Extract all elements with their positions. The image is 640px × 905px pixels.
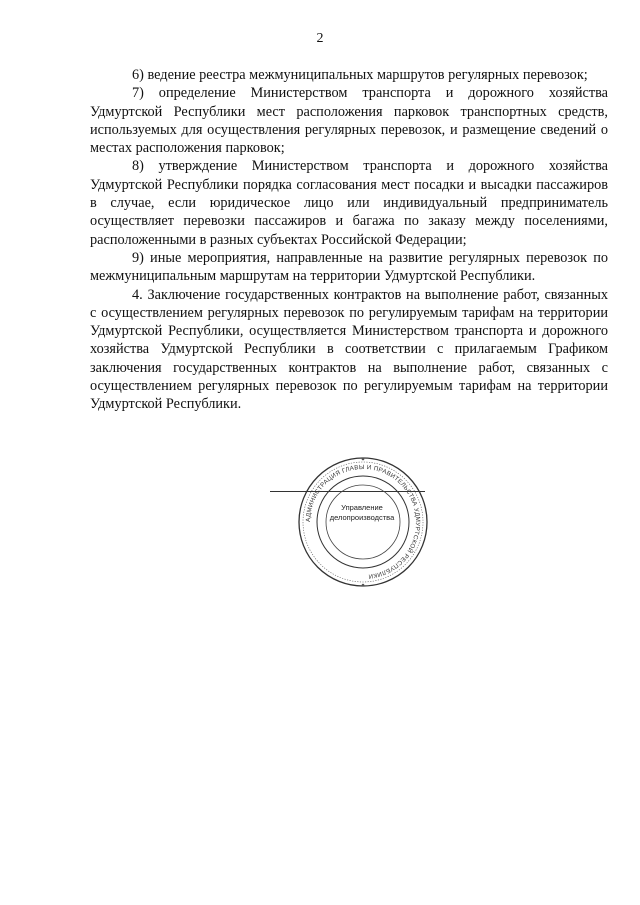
- stamp-line-1: Управление: [341, 503, 383, 512]
- paragraph-item-9: 9) иные мероприятия, направленные на развитие регулярных перевозок по межмуниципальным маршрутам на территории Удмуртской Республики.: [90, 249, 608, 285]
- paragraph-section-4: 4. Заключение государственных контрактов на выполнение работ, связанных с осуществлением регулярных перевозок по регулируемым тарифам на территории Удмуртской Республики, осуществляется Министерством транспорта и дорожного хозяйства Удмуртской Республики в соответствии с прилагаемым Графиком заключения государственных контрактов на выполнение работ, связанных с осуществлением регулярных перевозок по регулируемым тарифам на территории Удмуртской Республики.: [90, 286, 608, 413]
- official-stamp: [270, 455, 430, 595]
- page-number: 2: [316, 31, 324, 46]
- stamp-center-text: [322, 503, 402, 523]
- paragraph-item-7: 7) определение Министерством транспорта и дорожного хозяйства Удмуртской Республики мест расположения парковок транспортных средств, используемых для осуществления регулярных перевозок, и размещение сведений о местах расположения парковок;: [90, 85, 608, 157]
- paragraph-item-8: 8) утверждение Министерством транспорта и дорожного хозяйства Удмуртской Республики порядка согласования мест посадки и высадки пассажиров в случае, если юридическое лицо или индивидуальный предприниматель осуществляет перевозки пассажиров и багажа по заказу между поселениями, расположенными в разных субъектах Российской Федерации;: [90, 158, 608, 248]
- svg-text:АДМИНИСТРАЦИЯ ГЛАВЫ И ПРАВИТЕЛ: АДМИНИСТРАЦИЯ ГЛАВЫ И ПРАВИТЕЛЬСТВА УДМУРТСКОЙ РЕСПУБЛИКИ: [304, 463, 422, 580]
- paragraph-item-6: 6) ведение реестра межмуниципальных маршрутов регулярных перевозок;: [132, 67, 588, 83]
- stamp-line-2: делопроизводства: [329, 513, 395, 522]
- document-body: [90, 66, 608, 414]
